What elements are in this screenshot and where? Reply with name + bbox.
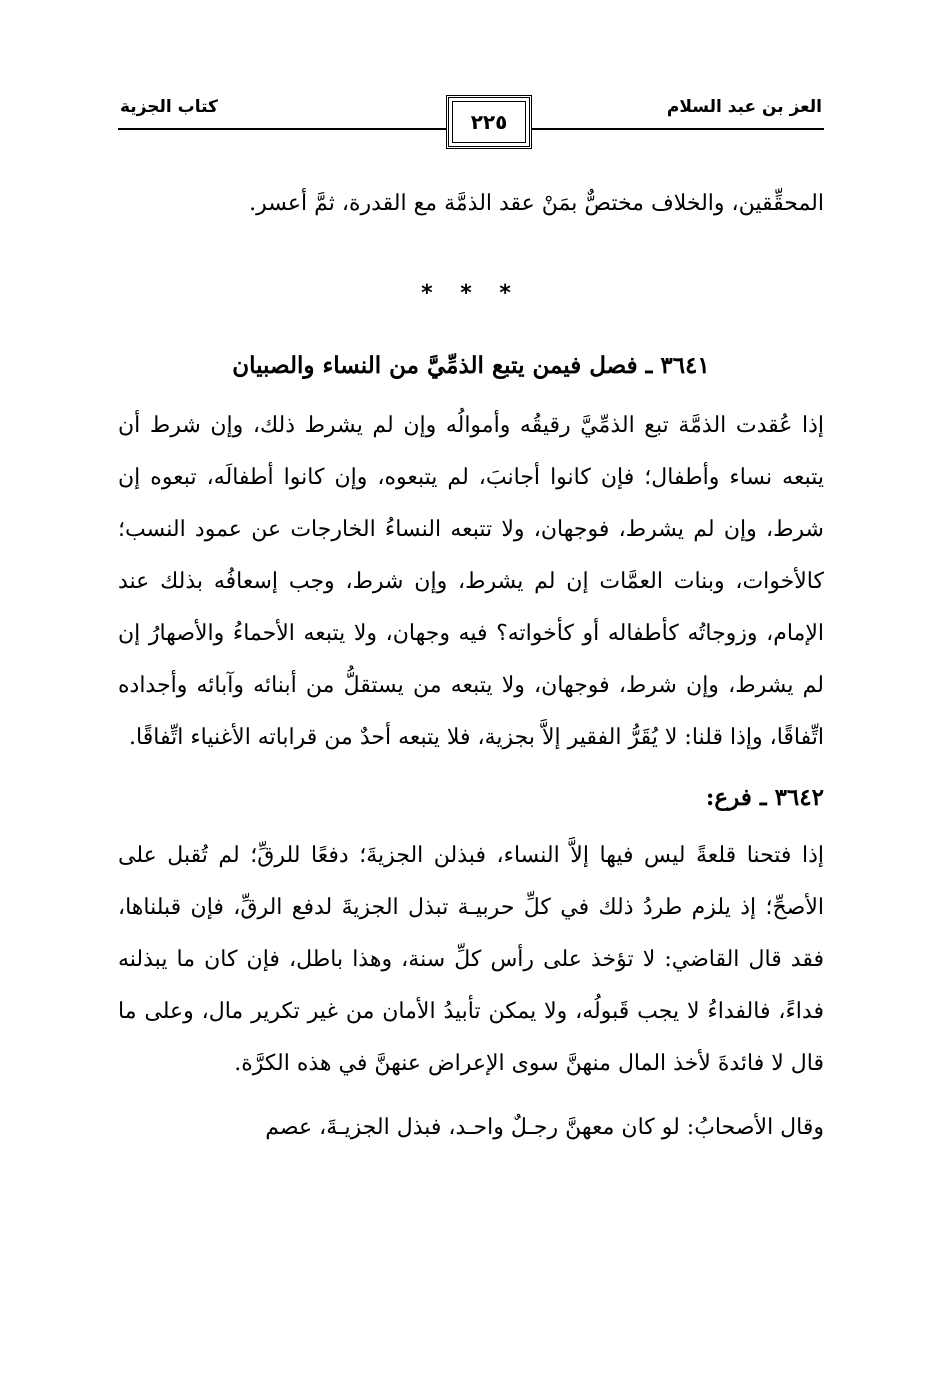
section-separator: * * * <box>421 281 521 306</box>
branch-heading: ٣٦٤٢ ـ فرع: <box>705 784 824 811</box>
final-line: وقال الأصحابُ: لو كان معهنَّ رجـلٌ واحـد، فبذل الجزيـةَ، عصم <box>265 1115 824 1140</box>
opening-line: المحقِّقين، والخلاف مختصٌّ بمَنْ عقد الذمَّة مع القدرة، ثمَّ أعسر. <box>249 191 824 216</box>
section-paragraph: إذا عُقدت الذمَّة تبع الذمِّيَّ رقيقُه وأموالُه وإن لم يشرط ذلك، وإن شرط أن يتبعه نساء وأطفال؛ فإن كانوا أجانبَ، لم يتبعوه، وإن كانوا أطفالَه، تبعوه إن شرط، وإن لم يشرط، فوجهان، ولا تتبعه النساءُ الخارجات عن عمود النسب؛ كالأخوات، وبنات العمَّات إن لم يشرط، وإن شرط، وجب إسعافُه بذلك عند الإمام، وزوجاتُه كأطفاله أو كأخواته؟ فيه وجهان، ولا يتبعه الأحماءُ والأصهارُ إن لم يشرط، وإن شرط، فوجهان، ولا يتبعه من يستقلُّ من أبنائه وآبائه وأجداده اتِّفاقًا، وإذا قلنا: لا يُقَرُّ الفقير إلاَّ بجزية، فلا يتبعه أحدٌ من قراباته الأغنياء اتِّفاقًا. <box>118 413 824 750</box>
page-number: ٢٢٥ <box>470 110 508 134</box>
page-number-frame <box>446 95 532 149</box>
page-body <box>118 178 824 1154</box>
running-header <box>118 95 824 155</box>
branch-paragraph: إذا فتحنا قلعةً ليس فيها إلاَّ النساء، فبذلن الجزيةَ؛ دفعًا للرقِّ؛ لم تُقبل على الأصحِّ؛ إذ يلزم طردُ ذلك في كلِّ حربيـة تبذل الجزيةَ لدفع الرقِّ، فإن قبلناها، فقد قال القاضي: لا تؤخذ على رأس كلِّ سنة، وهذا باطل، فإن كان ما يبذلنه فداءً، فالفداءُ لا يجب قَبولُه، ولا يمكن تأبيدُ الأمان من غير تكرير مال، وعلى ما قال لا فائدةَ لأخذ المال منهنَّ سوى الإعراض عنهنَّ في هذه الكرَّة. <box>118 843 824 1076</box>
header-author: العز بن عبد السلام <box>666 97 822 117</box>
section-heading: ٣٦٤١ ـ فصل فيمن يتبع الذمِّيَّ من النساء والصبيان <box>232 352 710 379</box>
header-book-section: كتاب الجزية <box>120 97 218 117</box>
